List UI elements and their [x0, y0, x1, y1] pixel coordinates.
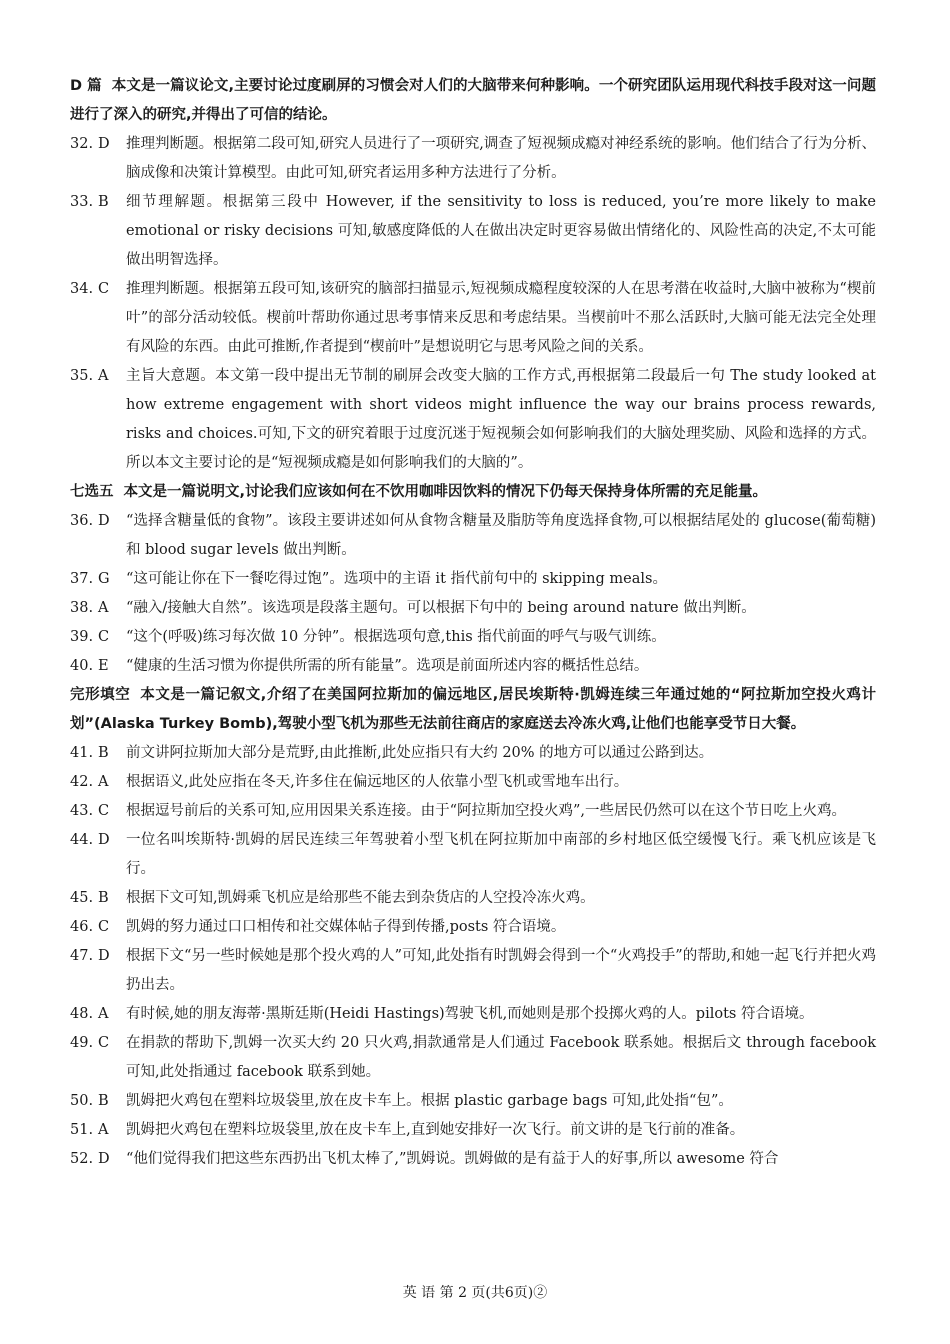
- item-answer: A: [98, 600, 109, 616]
- answer-item-44: [70, 826, 876, 884]
- item-explanation: “这个(呼吸)练习每次做 10 分钟”。根据选项句意,this 指代前面的呼气与吸气训练。: [126, 629, 666, 645]
- item-answer: B: [98, 890, 109, 906]
- answer-item-48: [70, 1000, 876, 1029]
- item-answer: A: [98, 1006, 109, 1022]
- section-header-cloze: [70, 681, 876, 739]
- item-explanation: 根据语义,此处应指在冬天,许多住在偏远地区的人依靠小型飞机或雪地车出行。: [126, 774, 629, 790]
- answer-item-37: [70, 565, 876, 594]
- item-explanation: 一位名叫埃斯特·凯姆的居民连续三年驾驶着小型飞机在阿拉斯加中南部的乡村地区低空缓慢飞行。乘飞机应该是飞行。: [126, 832, 876, 877]
- item-number: 37.: [70, 571, 94, 587]
- answer-item-40: [70, 652, 876, 681]
- item-number: 36.: [70, 513, 94, 529]
- item-explanation: 有时候,她的朋友海蒂·黑斯廷斯(Heidi Hastings)驾驶飞机,而她则是那个投掷火鸡的人。pilots 符合语境。: [126, 1006, 814, 1022]
- answer-item-47: [70, 942, 876, 1000]
- item-number: 42.: [70, 774, 94, 790]
- section-tag: 完形填空: [70, 687, 131, 703]
- answer-key-page: [70, 72, 876, 1174]
- item-explanation: 凯姆把火鸡包在塑料垃圾袋里,放在皮卡车上,直到她安排好一次飞行。前文讲的是飞行前的准备。: [126, 1122, 745, 1138]
- item-explanation: 推理判断题。根据第二段可知,研究人员进行了一项研究,调查了短视频成瘾对神经系统的影响。他们结合了行为分析、脑成像和决策计算模型。由此可知,研究者运用多种方法进行了分析。: [126, 136, 876, 181]
- item-explanation: 在捐款的帮助下,凯姆一次买大约 20 只火鸡,捐款通常是人们通过 Facebook 联系她。根据后文 through facebook 可知,此处指通过 facebook 联系到她。: [126, 1035, 876, 1080]
- item-number: 46.: [70, 919, 94, 935]
- item-answer: D: [98, 948, 110, 964]
- item-explanation: 凯姆的努力通过口口相传和社交媒体帖子得到传播,posts 符合语境。: [126, 919, 566, 935]
- item-number: 39.: [70, 629, 94, 645]
- item-number: 49.: [70, 1035, 94, 1051]
- answer-item-36: [70, 507, 876, 565]
- item-explanation: “他们觉得我们把这些东西扔出飞机太棒了,”凯姆说。凯姆做的是有益于人的好事,所以 awesome 符合: [126, 1151, 779, 1167]
- item-explanation: 前文讲阿拉斯加大部分是荒野,由此推断,此处应指只有大约 20% 的地方可以通过公路到达。: [126, 745, 714, 761]
- item-answer: E: [98, 658, 109, 674]
- item-answer: D: [98, 832, 110, 848]
- item-explanation: “健康的生活习惯为你提供所需的所有能量”。选项是前面所述内容的概括性总结。: [126, 658, 649, 674]
- item-number: 40.: [70, 658, 94, 674]
- answer-item-45: [70, 884, 876, 913]
- section-summary: 本文是一篇议论文,主要讨论过度刷屏的习惯会对人们的大脑带来何种影响。一个研究团队运用现代科技手段对这一问题进行了深入的研究,并得出了可信的结论。: [70, 78, 876, 123]
- section-summary: 本文是一篇记叙文,介绍了在美国阿拉斯加的偏远地区,居民埃斯特·凯姆连续三年通过她的“阿拉斯加空投火鸡计划”(Alaska Turkey Bomb),驾驶小型飞机为那些无法前往商店的家庭送去冷冻火鸡,让他们也能享受节日大餐。: [70, 687, 876, 732]
- item-answer: G: [98, 571, 110, 587]
- answer-item-50: [70, 1087, 876, 1116]
- answer-item-38: [70, 594, 876, 623]
- answer-item-34: [70, 275, 876, 362]
- item-number: 51.: [70, 1122, 94, 1138]
- answer-item-49: [70, 1029, 876, 1087]
- item-number: 38.: [70, 600, 94, 616]
- answer-item-33: [70, 188, 876, 275]
- item-explanation: “融入/接触大自然”。该选项是段落主题句。可以根据下句中的 being around nature 做出判断。: [126, 600, 756, 616]
- item-number: 44.: [70, 832, 94, 848]
- item-answer: B: [98, 1093, 109, 1109]
- item-answer: D: [98, 513, 110, 529]
- section-summary: 本文是一篇说明文,讨论我们应该如何在不饮用咖啡因饮料的情况下仍每天保持身体所需的充足能量。: [123, 484, 768, 500]
- section-tag: 七选五: [70, 484, 114, 500]
- item-answer: D: [98, 1151, 110, 1167]
- item-answer: D: [98, 136, 110, 152]
- answer-item-51: [70, 1116, 876, 1145]
- item-answer: C: [98, 803, 110, 819]
- item-number: 41.: [70, 745, 94, 761]
- item-number: 47.: [70, 948, 94, 964]
- item-number: 43.: [70, 803, 94, 819]
- answer-item-42: [70, 768, 876, 797]
- answer-item-52: [70, 1145, 876, 1174]
- answer-item-32: [70, 130, 876, 188]
- item-number: 35.: [70, 368, 94, 384]
- item-number: 45.: [70, 890, 94, 906]
- answer-item-41: [70, 739, 876, 768]
- section-tag: D 篇: [70, 78, 102, 94]
- item-explanation: 细节理解题。根据第三段中 However, if the sensitivity to loss is reduced, you’re more likely to make emotional or risky decisions 可知,敏感度降低的人在做出决定时更容易做出情绪化的、风险性高的决定,不太可能做出明智选择。: [126, 194, 876, 268]
- item-explanation: 主旨大意题。本文第一段中提出无节制的刷屏会改变大脑的工作方式,再根据第二段最后一句 The study looked at how extreme engagement with short videos might influence the way our brains process rewards, risks and choices.可知,下文的研究着眼于过度沉迷于短视频会如何影响我们的大脑处理奖励、风险和选择的方式。所以本文主要讨论的是“短视频成瘾是如何影响我们的大脑的”。: [126, 368, 876, 471]
- item-explanation: 推理判断题。根据第五段可知,该研究的脑部扫描显示,短视频成瘾程度较深的人在思考潜在收益时,大脑中被称为“楔前叶”的部分活动较低。楔前叶帮助你通过思考事情来反思和考虑结果。当楔前叶不那么活跃时,大脑可能无法完全处理有风险的东西。由此可推断,作者提到“楔前叶”是想说明它与思考风险之间的关系。: [126, 281, 876, 355]
- item-explanation: 根据下文“另一些时候她是那个投火鸡的人”可知,此处指有时凯姆会得到一个“火鸡投手”的帮助,和她一起飞行并把火鸡扔出去。: [126, 948, 876, 993]
- item-answer: B: [98, 194, 109, 210]
- item-number: 50.: [70, 1093, 94, 1109]
- item-answer: C: [98, 919, 110, 935]
- answer-item-39: [70, 623, 876, 652]
- item-number: 48.: [70, 1006, 94, 1022]
- section-header-seven-choose-five: [70, 478, 876, 507]
- item-explanation: 根据逗号前后的关系可知,应用因果关系连接。由于“阿拉斯加空投火鸡”,一些居民仍然可以在这个节日吃上火鸡。: [126, 803, 847, 819]
- item-number: 32.: [70, 136, 94, 152]
- item-explanation: 凯姆把火鸡包在塑料垃圾袋里,放在皮卡车上。根据 plastic garbage bags 可知,此处指“包”。: [126, 1093, 733, 1109]
- item-number: 52.: [70, 1151, 94, 1167]
- item-answer: C: [98, 629, 110, 645]
- item-explanation: 根据下文可知,凯姆乘飞机应是给那些不能去到杂货店的人空投冷冻火鸡。: [126, 890, 595, 906]
- item-explanation: “选择含糖量低的食物”。该段主要讲述如何从食物含糖量及脂肪等角度选择食物,可以根据结尾处的 glucose(葡萄糖)和 blood sugar levels 做出判断。: [126, 513, 876, 558]
- answer-item-46: [70, 913, 876, 942]
- answer-item-43: [70, 797, 876, 826]
- item-answer: A: [98, 368, 109, 384]
- item-answer: C: [98, 1035, 110, 1051]
- section-header-d: [70, 72, 876, 130]
- item-answer: B: [98, 745, 109, 761]
- page-footer: 英 语 第 2 页(共6页)②: [402, 1285, 548, 1301]
- item-answer: A: [98, 774, 109, 790]
- item-answer: C: [98, 281, 110, 297]
- answer-item-35: [70, 362, 876, 478]
- item-answer: A: [98, 1122, 109, 1138]
- item-explanation: “这可能让你在下一餐吃得过饱”。选项中的主语 it 指代前句中的 skipping meals。: [126, 571, 667, 587]
- item-number: 34.: [70, 281, 94, 297]
- item-number: 33.: [70, 194, 94, 210]
